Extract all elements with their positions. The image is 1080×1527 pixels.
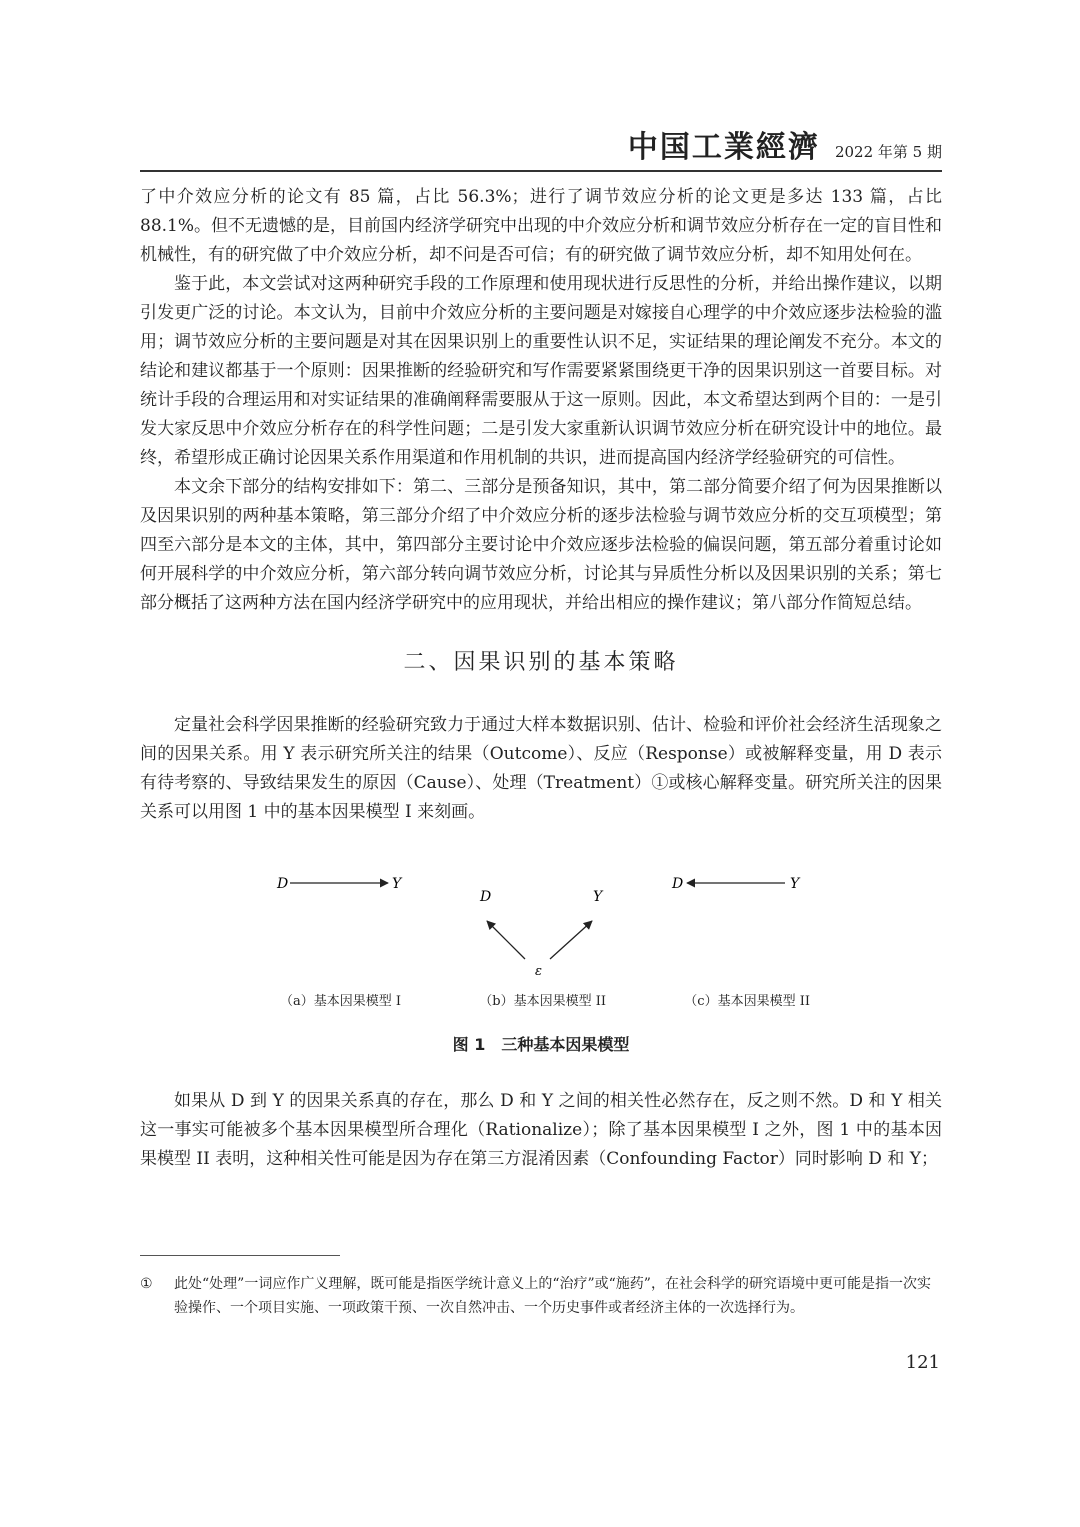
figure-captions (140, 987, 942, 1016)
figure-1 (140, 841, 942, 981)
footnote-text: 此处“处理”一词应作广义理解，既可能是指医学统计意义上的“治疗”或“施药”，在社会科学的研究语境中更可能是指一次实验操作、一个项目实施、一项政策干预、一次自然冲击、一个历史事件或者经济主体的一次选择行为。 (174, 1276, 931, 1316)
caption-a: （a）基本因果模型 I (280, 994, 402, 1009)
footnote-divider (140, 1255, 340, 1256)
paragraph: 定量社会科学因果推断的经验研究致力于通过大样本数据识别、估计、检验和评价社会经济生活现象之间的因果关系。用 Y 表示研究所关注的结果（Outcome）、反应（Response）或被解释变量，用 D 表示有待考察的、导致结果发生的原因（Cause）、处理（Treatment）①或核心解释变量。研究所关注的因果关系可以用图 1 中的基本因果模型 I 来刻画。 (140, 715, 942, 822)
footnote (140, 1272, 942, 1320)
running-header (140, 122, 942, 172)
model-a-y-label: Y (392, 876, 402, 892)
model-a-d-label: D (277, 876, 289, 892)
caption-c: （c）基本因果模型 II (684, 994, 810, 1009)
section-heading: 二、因果识别的基本策略 (403, 650, 679, 675)
model-c-y-label: Y (790, 876, 800, 892)
causal-model-diagram (140, 841, 942, 981)
page-number: 121 (905, 1352, 940, 1373)
caption-b: （b）基本因果模型 II (479, 994, 607, 1009)
figure-title: 图 1 三种基本因果模型 (452, 1035, 630, 1054)
journal-issue: 2022 年第 5 期 (834, 143, 942, 161)
paragraph: 鉴于此，本文尝试对这两种研究手段的工作原理和使用现状进行反思性的分析，并给出操作建议，以期引发更广泛的讨论。本文认为，目前中介效应分析的主要问题是对嫁接自心理学的中介效应逐步法检验的滥用；调节效应分析的主要问题是对其在因果识别上的重要性认识不足，实证结果的理论阐发不充分。本文的结论和建议都基于一个原则：因果推断的经验研究和写作需要紧紧围绕更干净的因果识别这一首要目标。对统计手段的合理运用和对实证结果的准确阐释需要服从于这一原则。因此，本文希望达到两个目的：一是引发大家反思中介效应分析存在的科学性问题；二是引发大家重新认识调节效应分析在研究设计中的地位。最终，希望形成正确讨论因果关系作用渠道和作用机制的共识，进而提高国内经济学经验研究的可信性。 (140, 274, 942, 468)
paragraph: 如果从 D 到 Y 的因果关系真的存在，那么 D 和 Y 之间的相关性必然存在，反之则不然。D 和 Y 相关这一事实可能被多个基本因果模型所合理化（Rationalize）；除了基本因果模型 I 之外，图 1 中的基本因果模型 II 表明，这种相关性可能是因为存在第三方混淆因素（Confounding Factor）同时影响 D 和 Y； (140, 1091, 942, 1169)
paragraph: 了中介效应分析的论文有 85 篇，占比 56.3%；进行了调节效应分析的论文更是多达 133 篇，占比 88.1%。但不无遗憾的是，目前国内经济学研究中出现的中介效应分析和调节效应分析存在一定的盲目性和机械性，有的研究做了中介效应分析，却不问是否可信；有的研究做了调节效应分析，却不知用处何在。 (140, 187, 943, 265)
model-b-arrow-to-d (487, 921, 525, 959)
body-text (140, 183, 942, 1174)
footnote-mark: ① (140, 1276, 153, 1292)
model-b-arrow-to-y (550, 921, 592, 959)
model-c-d-label: D (672, 876, 684, 892)
model-b-y-label: Y (593, 889, 603, 905)
model-b-epsilon-label: ε (535, 964, 542, 979)
journal-title: 中国工業經濟 (627, 130, 820, 165)
paragraph: 本文余下部分的结构安排如下：第二、三部分是预备知识，其中，第二部分简要介绍了何为因果推断以及因果识别的两种基本策略，第三部分介绍了中介效应分析的逐步法检验与调节效应分析的交互项模型；第四至六部分是本文的主体，其中，第四部分主要讨论中介效应逐步法检验的偏误问题，第五部分着重讨论如何开展科学的中介效应分析，第六部分转向调节效应分析，讨论其与异质性分析以及因果识别的关系；第七部分概括了这两种方法在国内经济学研究中的应用现状，并给出相应的操作建议；第八部分作简短总结。 (140, 477, 942, 613)
model-b-d-label: D (480, 889, 492, 905)
